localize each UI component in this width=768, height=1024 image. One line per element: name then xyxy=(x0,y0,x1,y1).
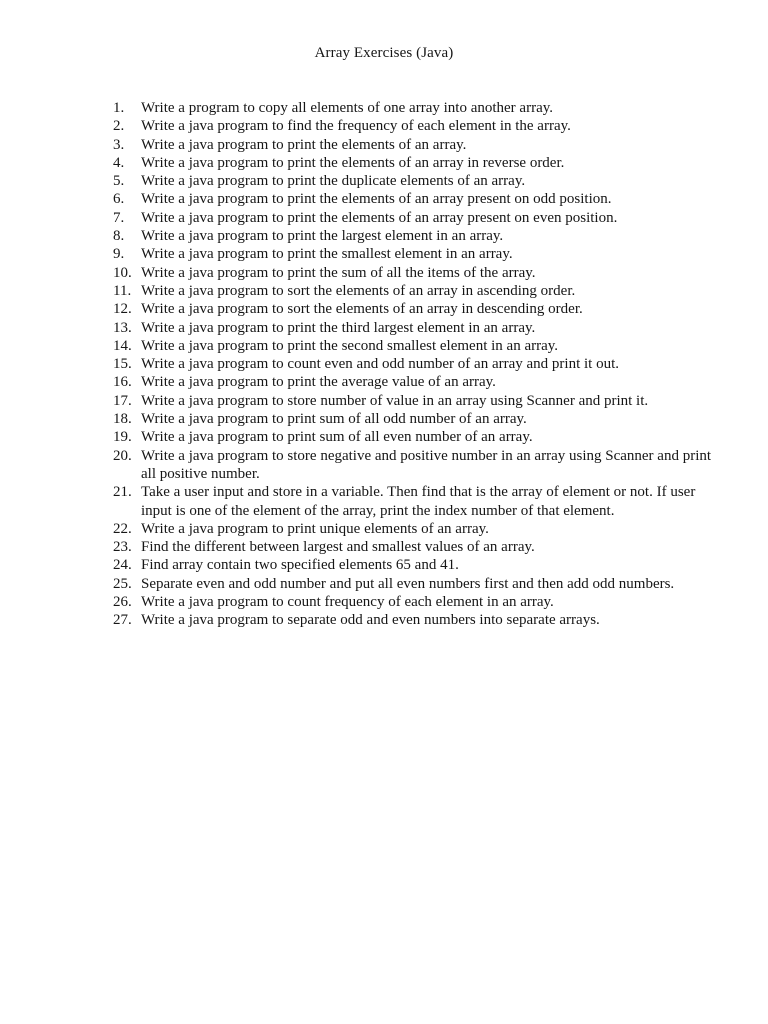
list-item xyxy=(113,447,728,484)
list-item-text: Write a java program to count even and odd number of an array and print it out. xyxy=(141,356,619,373)
list-item-text: Find array contain two specified elements 65 and 41. xyxy=(141,557,459,574)
list-item-number: 1. xyxy=(113,100,125,116)
list-item-number: 5. xyxy=(113,173,125,190)
list-item-text: Write a java program to print the elements of an array present on odd position. xyxy=(141,191,612,208)
list-item-number: 9. xyxy=(113,246,125,263)
list-item-number: 27. xyxy=(113,612,132,629)
list-item xyxy=(113,245,728,263)
list-item xyxy=(113,538,728,556)
list-item xyxy=(113,520,728,538)
list-item-text: Write a java program to separate odd and even numbers into separate arrays. xyxy=(141,612,600,629)
list-item-number: 8. xyxy=(113,228,125,245)
list-item-text: Write a java program to sort the elements of an array in ascending order. xyxy=(141,282,576,299)
list-item-number: 23. xyxy=(113,539,132,556)
list-item xyxy=(113,209,728,227)
list-item-text: Write a java program to print unique elements of an array. xyxy=(141,520,489,537)
list-item-number: 20. xyxy=(113,447,132,464)
list-item xyxy=(113,319,728,337)
list-item xyxy=(113,337,728,355)
list-item-number: 3. xyxy=(113,136,125,153)
list-item xyxy=(113,264,728,282)
page-title: Array Exercises (Java) xyxy=(314,45,454,61)
list-item-text: Write a java program to print the elements of an array in reverse order. xyxy=(141,154,565,171)
list-item xyxy=(113,154,728,172)
list-item xyxy=(113,593,728,611)
list-item-text: Write a java program to print sum of all even number of an array. xyxy=(141,429,533,446)
list-item xyxy=(113,117,728,135)
list-item xyxy=(113,575,728,593)
list-item-text: Write a java program to print the average value of an array. xyxy=(141,374,496,391)
list-item-text: Write a java program to print the elements of an array present on even position. xyxy=(141,209,618,226)
list-item-number: 2. xyxy=(113,118,125,135)
list-item-text: Separate even and odd number and put all even numbers first and then add odd numbers. xyxy=(141,575,675,592)
list-item xyxy=(113,355,728,373)
list-item-number: 4. xyxy=(113,154,125,171)
list-item xyxy=(113,392,728,410)
list-item-number: 13. xyxy=(113,319,132,336)
list-item xyxy=(113,428,728,446)
list-item-number: 11. xyxy=(113,282,132,299)
list-item-text: Write a java program to print the smallest element in an array. xyxy=(141,246,513,263)
list-item-number: 19. xyxy=(113,429,132,446)
list-item-number: 17. xyxy=(113,392,132,409)
list-item-text: Find the different between largest and smallest values of an array. xyxy=(141,539,535,556)
list-item-text: Write a java program to print sum of all odd number of an array. xyxy=(141,411,527,428)
list-item xyxy=(113,483,728,520)
list-item-number: 7. xyxy=(113,209,125,226)
list-item-text: Write a java program to print the third largest element in an array. xyxy=(141,319,536,336)
list-item-number: 25. xyxy=(113,575,132,592)
list-item-number: 21. xyxy=(113,484,132,501)
list-item xyxy=(113,136,728,154)
list-item-text: Write a java program to print the elements of an array. xyxy=(141,136,467,153)
list-item xyxy=(113,373,728,391)
list-item-text: Write a java program to sort the elements of an array in descending order. xyxy=(141,301,583,318)
list-item-text: Write a java program to store number of value in an array using Scanner and print it. xyxy=(141,392,649,409)
list-item-number: 12. xyxy=(113,301,132,318)
list-item-text: Write a program to copy all elements of one array into another array. xyxy=(141,100,554,116)
exercise-list xyxy=(0,99,768,630)
list-item-text: Write a java program to print the sum of all the items of the array. xyxy=(141,264,536,281)
list-item xyxy=(113,227,728,245)
list-item-text: Write a java program to store negative and positive number in an array using Scanner and print all positive number. xyxy=(141,447,712,482)
list-item-text: Write a java program to count frequency of each element in an array. xyxy=(141,594,554,611)
list-item xyxy=(113,556,728,574)
list-item xyxy=(113,300,728,318)
list-item xyxy=(113,282,728,300)
list-item-number: 16. xyxy=(113,374,132,391)
list-item-number: 14. xyxy=(113,337,132,354)
list-item-number: 18. xyxy=(113,411,132,428)
list-item-number: 24. xyxy=(113,557,132,574)
list-item xyxy=(113,611,728,629)
list-item-text: Write a java program to find the frequency of each element in the array. xyxy=(141,118,571,135)
list-item-number: 15. xyxy=(113,356,132,373)
list-item-text: Write a java program to print the largest element in an array. xyxy=(141,228,504,245)
list-item-number: 10. xyxy=(113,264,132,281)
list-item-text: Write a java program to print the second smallest element in an array. xyxy=(141,337,559,354)
list-item xyxy=(113,190,728,208)
list-item-number: 26. xyxy=(113,594,132,611)
list-item-text: Take a user input and store in a variable. Then find that is the array of element or not. If user input is one of the element of the array, print the index number of that element. xyxy=(141,484,696,519)
list-item-text: Write a java program to print the duplicate elements of an array. xyxy=(141,173,526,190)
list-item-number: 6. xyxy=(113,191,125,208)
list-item-number: 22. xyxy=(113,520,132,537)
list-item xyxy=(113,410,728,428)
list-item xyxy=(113,99,728,117)
list-item xyxy=(113,172,728,190)
